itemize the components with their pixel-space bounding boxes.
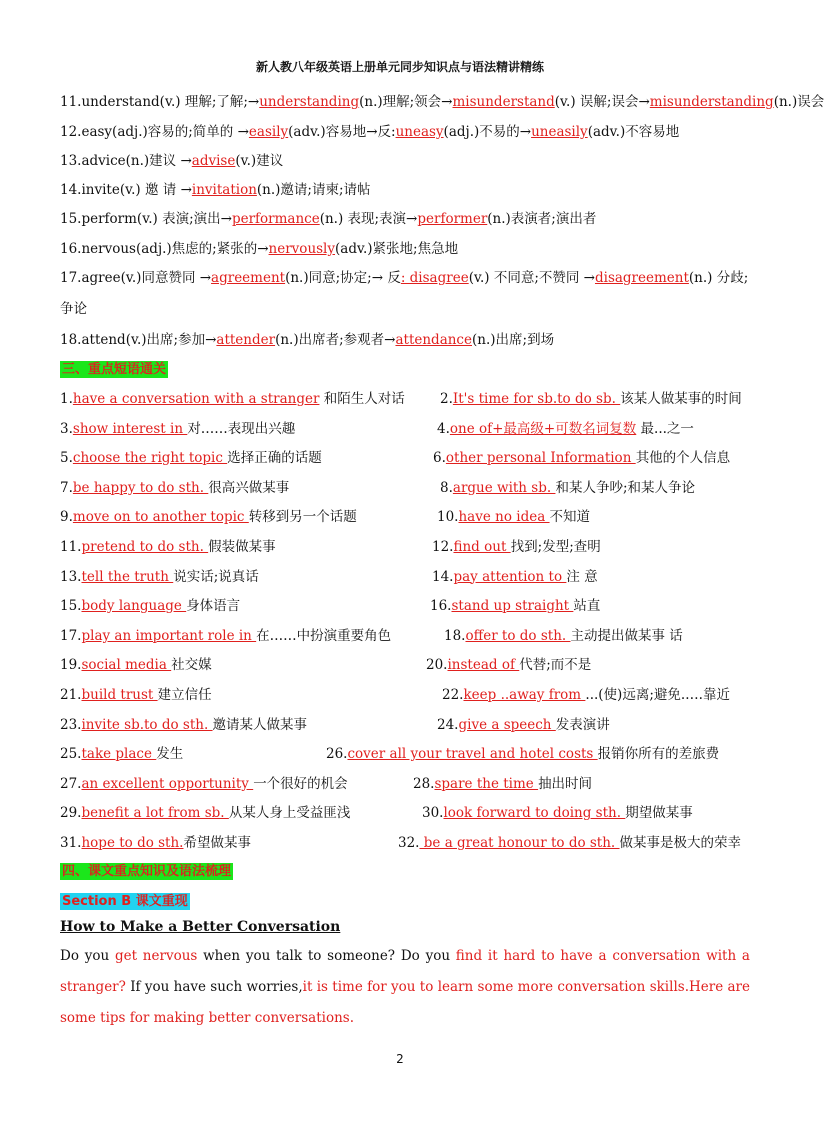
page-number: 2 [396, 1052, 404, 1066]
section-3-heading: 三、重点短语通关 [62, 362, 167, 377]
phrase-english: spare the time [434, 775, 539, 792]
phrase-item [60, 446, 322, 466]
phrase-item [437, 505, 590, 525]
key-phrase: find it hard to have a conversation with a stranger? [60, 948, 750, 995]
phrase-meaning: 对……表现出兴趣 [187, 420, 296, 437]
phrase-english: benefit a lot from sb. [81, 805, 229, 822]
phrase-meaning: 在……中扮演重要角色 [256, 627, 392, 644]
derived-word: misunderstanding [649, 94, 774, 110]
section-4-heading: 四、课文重点知识及语法梳理 [62, 864, 232, 879]
phrase-number: 4. [437, 420, 450, 437]
derived-word: advise [191, 153, 236, 169]
phrase-english: one of+最高级+可数名词复数 [449, 420, 637, 437]
phrase-item [442, 683, 730, 703]
phrase-english: find out [453, 539, 511, 555]
phrase-meaning: 找到;发型;查明 [510, 539, 601, 555]
phrase-english: move on to another topic [72, 509, 249, 526]
derived-word: uneasily [531, 124, 588, 140]
derived-word: invitation [191, 182, 257, 198]
vocab-line-w14 [60, 178, 371, 198]
phrase-number: 10. [437, 509, 459, 526]
phrase-item [432, 565, 598, 585]
phrase-english: It's time for sb.to do sb. [452, 391, 621, 407]
vocab-line-w17 [60, 266, 748, 286]
phrase-english: tell the truth [81, 568, 174, 585]
paragraph-text: If you have such worries, [125, 979, 303, 995]
vocab-text: (n.)误会 [773, 94, 824, 110]
key-phrase: get nervous [114, 948, 198, 964]
derived-word: easily [248, 124, 289, 140]
phrase-meaning: 转移到另一个话题 [248, 509, 357, 526]
phrase-number: 8. [440, 479, 453, 496]
phrase-meaning: 不知道 [549, 509, 591, 526]
phrase-item [60, 831, 251, 851]
phrase-number: 26. [326, 746, 348, 763]
phrase-meaning: 说实话;说真话 [173, 568, 259, 585]
vocab-text: (n.)邀请;请柬;请帖 [256, 182, 371, 198]
vocab-text: 18.attend(v.)出席;参加→ [60, 332, 217, 348]
phrase-english: build trust [81, 687, 158, 703]
phrase-number: 12. [432, 539, 454, 555]
vocab-text: 15.perform(v.) 表演;演出→ [60, 211, 232, 227]
phrase-meaning: 一个很好的机会 [253, 775, 348, 792]
phrase-number: 15. [60, 598, 82, 615]
phrase-english: show interest in [72, 420, 188, 437]
phrase-item [433, 446, 730, 466]
phrase-english: an excellent opportunity [81, 775, 254, 792]
phrase-english: argue with sb. [452, 479, 556, 496]
phrase-number: 5. [60, 450, 73, 467]
phrase-item [60, 476, 289, 496]
phrase-meaning: 选择正确的话题 [227, 450, 322, 467]
phrase-item [60, 683, 212, 703]
phrase-number: 20. [426, 657, 448, 674]
phrase-english: social media [81, 657, 172, 674]
phrase-english: keep ..away from [463, 687, 586, 703]
vocab-text: (n.)表演者;演出者 [487, 211, 597, 227]
phrase-item [444, 624, 683, 644]
vocab-line-w12 [60, 120, 679, 140]
vocab-text: 12.easy(adj.)容易的;简单的 → [60, 124, 249, 140]
phrase-item [422, 801, 693, 821]
phrase-number: 9. [60, 509, 73, 526]
phrase-english: play an important role in [81, 627, 257, 644]
phrase-english: be a great honour to do sth. [419, 835, 620, 851]
phrase-item [413, 772, 592, 792]
derived-word: disagreement [594, 270, 689, 286]
phrase-english: pretend to do sth. [81, 539, 209, 555]
phrase-item [60, 742, 183, 762]
phrase-number: 27. [60, 775, 82, 792]
phrase-meaning: 抽出时间 [538, 775, 593, 792]
vocab-line-w11 [60, 90, 824, 110]
phrase-number: 19. [60, 657, 82, 674]
phrase-meaning: 报销你所有的差旅费 [597, 746, 720, 763]
phrase-number: 6. [433, 450, 446, 467]
phrase-english: invite sb.to do sth. [81, 716, 213, 733]
vocab-text: (v.)建议 [235, 153, 284, 169]
phrase-number: 29. [60, 805, 82, 822]
phrase-meaning: 邀请某人做某事 [212, 716, 308, 733]
phrase-meaning: 站直 [573, 598, 601, 615]
phrase-number: 3. [60, 420, 73, 437]
phrase-meaning: 很高兴做某事 [208, 479, 290, 496]
phrase-meaning: 从某人身上受益匪浅 [228, 805, 351, 822]
vocab-text: 13.advice(n.)建议 → [60, 153, 192, 169]
phrase-item [426, 653, 591, 673]
vocab-line-w15 [60, 207, 596, 227]
phrase-meaning: 假装做某事 [208, 539, 276, 555]
phrase-item [437, 713, 610, 733]
article-paragraph [60, 941, 750, 1034]
phrase-number: 13. [60, 568, 82, 585]
vocab-line-w18 [60, 328, 554, 348]
phrase-number: 16. [430, 598, 452, 615]
vocab-text: 争论 [60, 301, 87, 317]
phrase-item [60, 653, 212, 673]
phrase-item [60, 713, 307, 733]
phrase-number: 17. [60, 627, 82, 644]
phrase-meaning: 代替;而不是 [519, 657, 592, 674]
phrase-english: have no idea [458, 509, 550, 526]
vocab-text: 17.agree(v.)同意赞同 → [60, 270, 212, 286]
derived-word: agreement [211, 270, 286, 286]
phrase-item [440, 387, 742, 407]
phrase-english: offer to do sth. [465, 627, 571, 644]
phrase-meaning: 最...之一 [636, 420, 694, 437]
derived-word: uneasy [395, 124, 444, 140]
vocab-text: (n.)出席;到场 [472, 332, 555, 348]
section-b-heading: Section B 课文重现 [62, 894, 188, 909]
vocab-text: 14.invite(v.) 邀 请 → [60, 182, 192, 198]
phrase-meaning: 做某事是极大的荣幸 [619, 835, 742, 851]
vocab-text: 11.understand(v.) 理解;了解;→ [60, 94, 260, 110]
vocab-text: (n.)出席者;参观者→ [275, 332, 396, 348]
phrase-item [60, 535, 276, 555]
phrase-meaning: 建立信任 [157, 687, 212, 703]
derived-word: attendance [395, 332, 472, 348]
vocab-text: (n.) 分歧; [688, 270, 749, 286]
phrase-meaning: 和陌生人对话 [319, 391, 405, 407]
derived-word: : disagree [400, 270, 469, 286]
phrase-item [326, 742, 719, 762]
phrase-meaning: 主动提出做某事 话 [570, 627, 683, 644]
phrase-meaning: 期望做某事 [625, 805, 693, 822]
derived-word: nervously [268, 241, 336, 257]
phrase-meaning: 社交媒 [171, 657, 212, 674]
page-header: 新人教八年级英语上册单元同步知识点与语法精讲精练 [255, 60, 544, 74]
phrase-english: have a conversation with a stranger [72, 391, 320, 407]
phrase-number: 7. [60, 479, 73, 496]
phrase-item [430, 594, 600, 614]
vocab-text: (adv.)不容易地 [587, 124, 680, 140]
phrase-meaning: 发表演讲 [555, 716, 610, 733]
phrase-english: pay attention to [453, 568, 567, 585]
phrase-item [60, 417, 295, 437]
derived-word: understanding [259, 94, 360, 110]
article-title: How to Make a Better Conversation [60, 919, 341, 935]
phrase-english: other personal Information [445, 450, 636, 467]
phrase-number: 30. [422, 805, 444, 822]
vocab-line-w13 [60, 149, 283, 169]
phrase-number: 31. [60, 835, 82, 851]
derived-word: misunderstand [452, 94, 555, 110]
derived-word: attender [216, 332, 276, 348]
vocab-text: (n.)同意;协定;→ 反 [285, 270, 401, 286]
phrase-item [60, 387, 405, 407]
phrase-english: look forward to doing sth. [443, 805, 626, 822]
phrase-item [60, 594, 240, 614]
phrase-number: 18. [444, 627, 466, 644]
phrase-number: 21. [60, 687, 82, 703]
vocab-line-w17b [60, 297, 87, 317]
phrase-number: 22. [442, 687, 464, 703]
phrase-meaning: 该某人做某事的时间 [620, 391, 742, 407]
phrase-meaning: 身体语言 [186, 598, 241, 615]
phrase-meaning: 注 意 [566, 568, 598, 585]
phrase-english: give a speech [458, 716, 556, 733]
vocab-text: (adv.)紧张地;焦急地 [335, 241, 459, 257]
paragraph-text: when you talk to someone? Do you [197, 948, 456, 964]
phrase-item [60, 772, 348, 792]
phrase-meaning: 和某人争吵;和某人争论 [555, 479, 696, 496]
vocab-text: (v.) 误解;误会→ [554, 94, 650, 110]
phrase-english: stand up straight [451, 598, 574, 615]
phrase-english: hope to do sth. [81, 835, 184, 851]
phrase-number: 28. [413, 775, 435, 792]
phrase-number: 14. [432, 568, 454, 585]
phrase-number: 11. [60, 539, 82, 555]
phrase-item [60, 565, 259, 585]
phrase-item [398, 831, 741, 851]
key-phrase: it is time for you to learn some more conversation skills.Here are some tips for making better conversations. [60, 979, 751, 1026]
phrase-english: instead of [447, 657, 520, 674]
phrase-meaning: 发生 [156, 746, 184, 763]
phrase-meaning: 希望做某事 [183, 835, 251, 851]
phrase-number: 32. [398, 835, 420, 851]
phrase-item [60, 624, 391, 644]
phrase-english: body language [81, 598, 187, 615]
phrase-meaning: ...(使)远离;避免.….靠近 [585, 687, 730, 703]
phrase-item [440, 476, 695, 496]
phrase-number: 2. [440, 391, 453, 407]
vocab-text: 16.nervous(adj.)焦虑的;紧张的→ [60, 241, 269, 257]
derived-word: performance [231, 211, 320, 227]
phrase-english: take place [81, 746, 157, 763]
phrase-item [60, 505, 357, 525]
vocab-text: (n.)理解;领会→ [359, 94, 453, 110]
phrase-number: 24. [437, 716, 459, 733]
phrase-item [437, 417, 694, 437]
phrase-number: 1. [60, 391, 73, 407]
phrase-meaning: 其他的个人信息 [635, 450, 731, 467]
vocab-text: (v.) 不同意;不赞同 → [468, 270, 595, 286]
phrase-number: 23. [60, 716, 82, 733]
vocab-line-w16 [60, 237, 458, 257]
vocab-text: (adv.)容易地→反: [288, 124, 396, 140]
paragraph-text: Do you [60, 948, 115, 964]
phrase-item [60, 801, 350, 821]
phrase-english: be happy to do sth. [72, 479, 209, 496]
phrase-english: cover all your travel and hotel costs [347, 746, 598, 763]
phrase-english: choose the right topic [72, 450, 228, 467]
derived-word: performer [417, 211, 488, 227]
phrase-item [432, 535, 601, 555]
vocab-text: (adj.)不易的→ [443, 124, 532, 140]
phrase-number: 25. [60, 746, 82, 763]
vocab-text: (n.) 表现;表演→ [319, 211, 418, 227]
